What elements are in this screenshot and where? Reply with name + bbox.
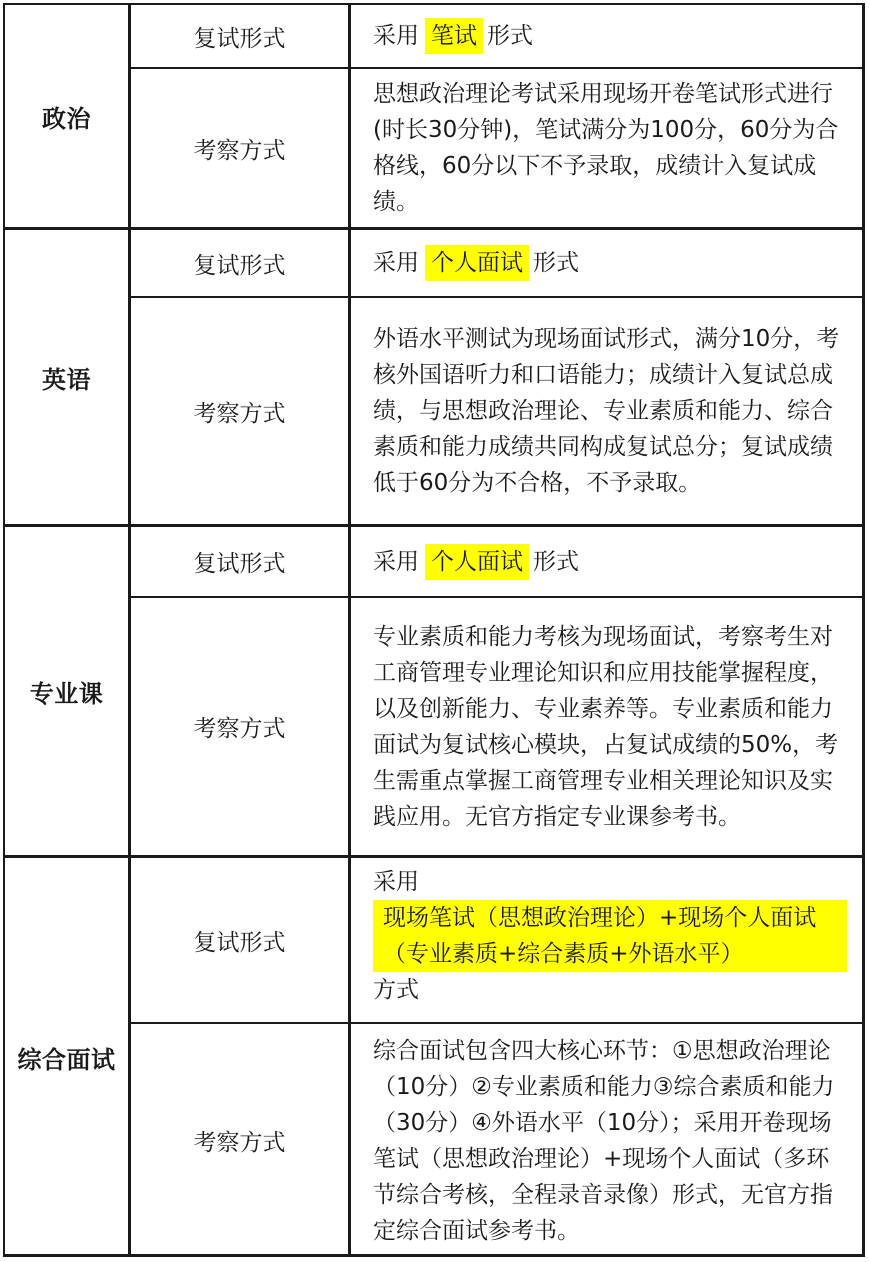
format-prefix: 采用 bbox=[373, 250, 419, 276]
method-label: 考察方式 bbox=[193, 400, 286, 427]
format-cell bbox=[351, 527, 865, 596]
subject-politics: 政治 bbox=[42, 104, 91, 133]
method-label: 考察方式 bbox=[193, 137, 286, 164]
method-text: 专业素质和能力考核为现场面试，考察考生对工商管理专业理论知识和应用技能掌握程度，以及创新能力、专业素养等。专业素质和能力面试为复试核心模块，占复试成绩的50%，考生需重点掌握工商管理专业相关理论知识及实践应用。无官方指定专业课参考书。 bbox=[373, 623, 839, 830]
format-label: 复试形式 bbox=[193, 551, 286, 577]
format-suffix: 形式 bbox=[487, 23, 533, 49]
subject-comprehensive-interview: 综合面试 bbox=[17, 1046, 116, 1074]
format-suffix: 形式 bbox=[533, 250, 579, 276]
format-highlight: 现场笔试（思想政治理论）+现场个人面试（专业素质+综合素质+外语水平） bbox=[373, 900, 847, 972]
format-suffix: 方式 bbox=[373, 977, 419, 1003]
method-text: 综合面试包含四大核心环节：①思想政治理论（10分）②专业素质和能力③综合素质和能力（30分）④外语水平（10分）；采用开卷现场笔试（思想政治理论）+现场个人面试（多环节综合考核，全程录音录像）形式，无官方指定综合面试参考书。 bbox=[373, 1037, 835, 1244]
format-highlight: 个人面试 bbox=[425, 245, 529, 281]
format-cell bbox=[351, 230, 865, 296]
format-label: 复试形式 bbox=[193, 929, 286, 956]
subject-major-course: 专业课 bbox=[29, 679, 104, 708]
format-prefix: 采用 bbox=[373, 23, 419, 49]
method-label: 考察方式 bbox=[193, 1130, 286, 1156]
method-text: 外语水平测试为现场面试形式，满分10分，考核外国语听力和口语能力；成绩计入复试总成绩，与思想政治理论、专业素质和能力、综合素质和能力成绩共同构成复试总分；复试成绩低于60分为不合格，不予录取。 bbox=[373, 326, 840, 496]
format-prefix: 采用 bbox=[373, 548, 419, 575]
format-cell bbox=[351, 858, 865, 1022]
method-label: 考察方式 bbox=[193, 716, 286, 742]
format-highlight: 个人面试 bbox=[425, 544, 529, 580]
format-cell bbox=[351, 5, 865, 67]
format-highlight: 笔试 bbox=[425, 18, 483, 54]
format-prefix: 采用 bbox=[373, 869, 419, 895]
format-label: 复试形式 bbox=[193, 252, 286, 279]
subject-english: 英语 bbox=[42, 365, 91, 394]
format-suffix: 形式 bbox=[533, 548, 579, 575]
format-label: 复试形式 bbox=[193, 25, 286, 52]
method-text: 思想政治理论考试采用现场开卷笔试形式进行(时长30分钟)，笔试满分为100分，60分为合格线，60分以下不予录取，成绩计入复试成绩。 bbox=[373, 81, 839, 215]
